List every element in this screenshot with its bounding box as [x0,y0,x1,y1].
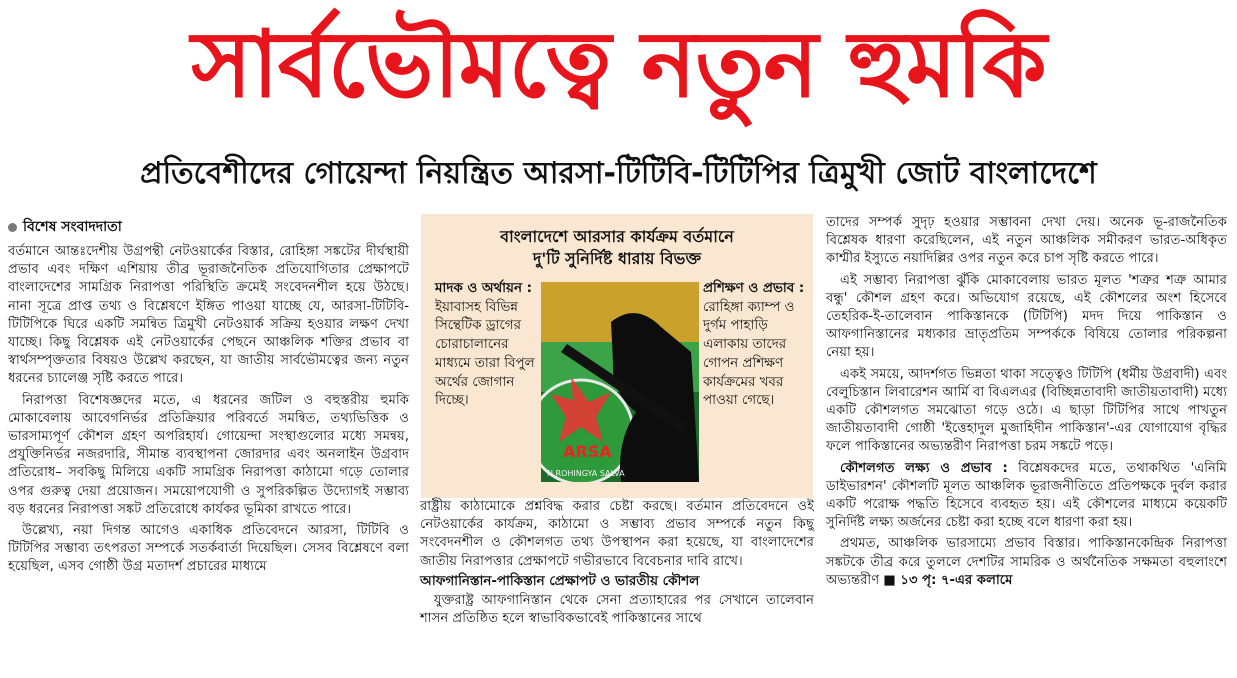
info-box-right [703,280,807,411]
closing-text: প্রথমত, আঞ্চলিক ভারসাম্যে প্রভাব বিস্তার। পাকিস্তানকেন্দ্রিক নিরাপত্তা সঙ্কটকে তীব্র করে তুললে দেশটির সামরিক ও অর্থনৈতিক সক্ষমতা বহুলাংশে অভ্যন্তরীণ [826,536,1227,588]
article-paragraph: এই সম্ভাব্য নিরাপত্তা ঝুঁকি মোকাবেলায় ভারত মূলত 'শত্রুর শত্রু আমার বন্ধু' কৌশল গ্রহণ করে। অভিযোগ রয়েছে, এই কৌশলের অংশ হিসেবে তেহরিক-ই-তালেবান পাকিস্তানকে (টিটিপি) মদদ দিয়ে পাকিস্তান ও আফগানিস্তানের মধ্যকার ভ্রাতৃপ্রতিম সম্পর্ককে বিষিয়ে তোলার পরিকল্পনা নেয়া হয়। [826,272,1227,361]
continued-jump-link[interactable]: ■ ১৩ পৃ: ৭-এর কলামে [883,572,1013,588]
article-paragraph: একই সময়ে, আদর্শগত ভিন্নতা থাকা সত্ত্বেও টিটিপি (ধর্মীয় উগ্রবাদী) এবং বেলুচিস্তান লিবারেশন আর্মি বা বিএলএর (বিচ্ছিন্নতাবাদী জাতীয়তাবাদী) মধ্যে একটি কৌশলগত সমঝোতা গড়ে ওঠে। এ ছাড়া টিটিপির সাথে পাখতুন জাতীয়তাবাদী গোষ্ঠী 'ইত্তেহাদুল মুজাহিদীন পাকিস্তান'-এর যোগাযোগ বৃদ্ধির ফলে পাকিস্তানের অভ্যন্তরীণ নিরাপত্তা চরম সঙ্কটে পড়ে। [826,366,1227,455]
article-paragraph: বর্তমানে আন্তঃদেশীয় উগ্রপন্থী নেটওয়ার্কের বিস্তার, রোহিঙ্গা সঙ্কটের দীর্ঘস্থায়ী প্রভাব এবং দক্ষিণ এশিয়ায় তীব্র ভূরাজনৈতিক প্রতিযোগিতার প্রেক্ষাপটে বাংলাদেশের সামগ্রিক নিরাপত্তা পরিস্থিতি ক্রমেই সংবেদনশীল হয়ে উঠছে। নানা সূত্রে প্রাপ্ত তথ্য ও বিশ্লেষণে ইঙ্গিত পাওয়া যাচ্ছে যে, আরসা-টিটিবি-টিটিপিকে ঘিরে একটি সমন্বিত ত্রিমুখী নেটওয়ার্ক সক্রিয় হওয়ার লক্ষণ দেখা যাচ্ছে। কিছু বিশ্লেষক এই নেটওয়ার্কের পেছনে আঞ্চলিক শক্তির প্রভাব বা স্বার্থসম্পৃক্ততার বিষয়ও উল্লেখ করছেন, যা জাতীয় সার্বভৌমত্বের জন্য নতুন ধরনের চ্যালেঞ্জ সৃষ্টি করতে পারে। [8,244,409,387]
info-right-heading: প্রশিক্ষণ ও প্রভাব : [703,281,805,296]
article-paragraph: নিরাপত্তা বিশেষজ্ঞদের মতে, এ ধরনের জটিল ও বহুস্তরীয় হুমকি মোকাবেলায় আবেগনির্ভর প্রতিক্রিয়ার পরিবর্তে সমন্বিত, তথ্যভিত্তিক ও ভারসাম্যপূর্ণ কৌশল গ্রহণ অপরিহার্য। গোয়েন্দা সংস্থাগুলোর মধ্যে সমন্বয়, প্রযুক্তিনির্ভর নজরদারি, সীমান্ত ব্যবস্থাপনা জোরদার এবং অনলাইন উগ্রবাদ প্রতিরোধ– সবকিছু মিলিয়ে একটি সামগ্রিক নিরাপত্তা কাঠামো গড়ে তোলার ওপর গুরুত্ব দেয়া প্রয়োজন। সময়োপযোগী ও সুপরিকল্পিত উদ্যোগই সম্ভাব্য বড় ধরনের নিরাপত্তা সঙ্কট প্রতিরোধে কার্যকর ভূমিকা রাখতে পারে। [8,392,409,517]
article-paragraph: তাদের সম্পর্ক সুদৃঢ় হওয়ার সম্ভাবনা দেখা দেয়। অনেক ভূ-রাজনৈতিক বিশ্লেষক ধারণা করেছিলেন, এই নতুন আঞ্চলিক সমীকরণ ভারত-অধিকৃত কাশ্মীর ইস্যুতে নয়াদিল্লির ওপর নতুন করে চাপ সৃষ্টি করতে পারে। [826,215,1227,267]
info-left-heading: মাদক ও অর্থায়ন : [435,281,532,296]
info-box-left [435,280,543,411]
subheadline: প্রতিবেশীদের গোয়েন্দা নিয়ন্ত্রিত আরসা-টিটিবি-টিটিপির ত্রিমুখী জোট বাংলাদেশে [140,156,1097,191]
column-middle [420,498,814,628]
article-paragraph [826,460,1227,533]
info-box-title [421,226,813,270]
article-paragraph [826,535,1227,590]
article-paragraph: রাষ্ট্রীয় কাঠামোকে প্রশ্নবিদ্ধ করার চেষ্টা করছে। বর্তমান প্রতিবেদনে ওই নেটওয়ার্কের কার্যক্রম, কাঠামো ও সম্ভাব্য প্রভাব সম্পর্কে নতুন কিছু সংবেদনশীল ও কৌশলগত তথ্য উপস্থাপন করা হয়েছে, যা বাংলাদেশের জাতীয় নিরাপত্তার প্রেক্ষাপটে গভীরভাবে বিবেচনার দাবি রাখে। [420,499,814,569]
arsa-photo [541,282,699,482]
info-box-title-line2: দু'টি সুনির্দিষ্ট ধারায় বিভক্ত [532,249,701,268]
bullet-dot-icon [8,223,17,232]
column-left [8,217,409,580]
info-left-text: ইয়াবাসহ বিভিন্ন সিন্থেটিক ড্রাগের চোরাচালানের মাধ্যমে তারা বিপুল অর্থের জোগান দিচ্ছে। [435,299,535,409]
headline: সার্বভৌমত্বে নতুন হুমকি [191,11,1046,118]
section-heading: আফগানিস্তান-পাকিস্তান প্রেক্ষাপট ও ভারতীয় কৌশল [420,573,700,589]
byline-text: বিশেষ সংবাদদাতা [23,219,122,235]
article-paragraph: উল্লেখ্য, নয়া দিগন্ত আগেও একাধিক প্রতিবেদনে আরসা, টিটিবি ও টিটিপির সম্ভাব্য তৎপরতা সম্পর্কে সতর্কবার্তা দিয়েছিল। সেসব বিশ্লেষণে বলা হয়েছিল, এসব গোষ্ঠী উগ্র মতাদর্শ প্রচারের মাধ্যমে [8,523,409,575]
byline [8,217,409,237]
info-box-title-line1: বাংলাদেশে আরসার কার্যক্রম বর্তমানে [500,227,734,246]
column-right [826,214,1227,593]
image-label-arsa: ARSA [563,442,612,461]
subsection-text: বিশ্লেষকদের মতে, তথাকথিত 'এনিমি ডাইভারশন' কৌশলটি মূলত আঞ্চলিক ভূরাজনীতিতে প্রতিপক্ষকে দুর্বল করার একটি পরোক্ষ পদ্ধতি হিসেবে ব্যবহৃত হয়। এই কৌশলের মাধ্যমে কয়েকটি সুনির্দিষ্ট লক্ষ্য অর্জনের চেষ্টা করা হচ্ছে বলে ধারণা করা হয়। [826,460,1228,531]
image-label-sub: N ROHINGYA SALVA [547,469,625,478]
info-right-text: রোহিঙ্গা ক্যাম্প ও দুর্গম পাহাড়ি এলাকায় তাদের গোপন প্রশিক্ষণ কার্যক্রমের খবর পাওয়া গেছে। [703,299,795,409]
subsection-lead: কৌশলগত লক্ষ্য ও প্রভাব : [840,460,1008,476]
article-paragraph: যুক্তরাষ্ট্র আফগানিস্তান থেকে সেনা প্রত্যাহারের পর সেখানে তালেবান শাসন প্রতিষ্ঠিত হলে স্বাভাবিকভাবেই পাকিস্তানের সাথে [420,593,814,627]
info-box [421,214,813,498]
